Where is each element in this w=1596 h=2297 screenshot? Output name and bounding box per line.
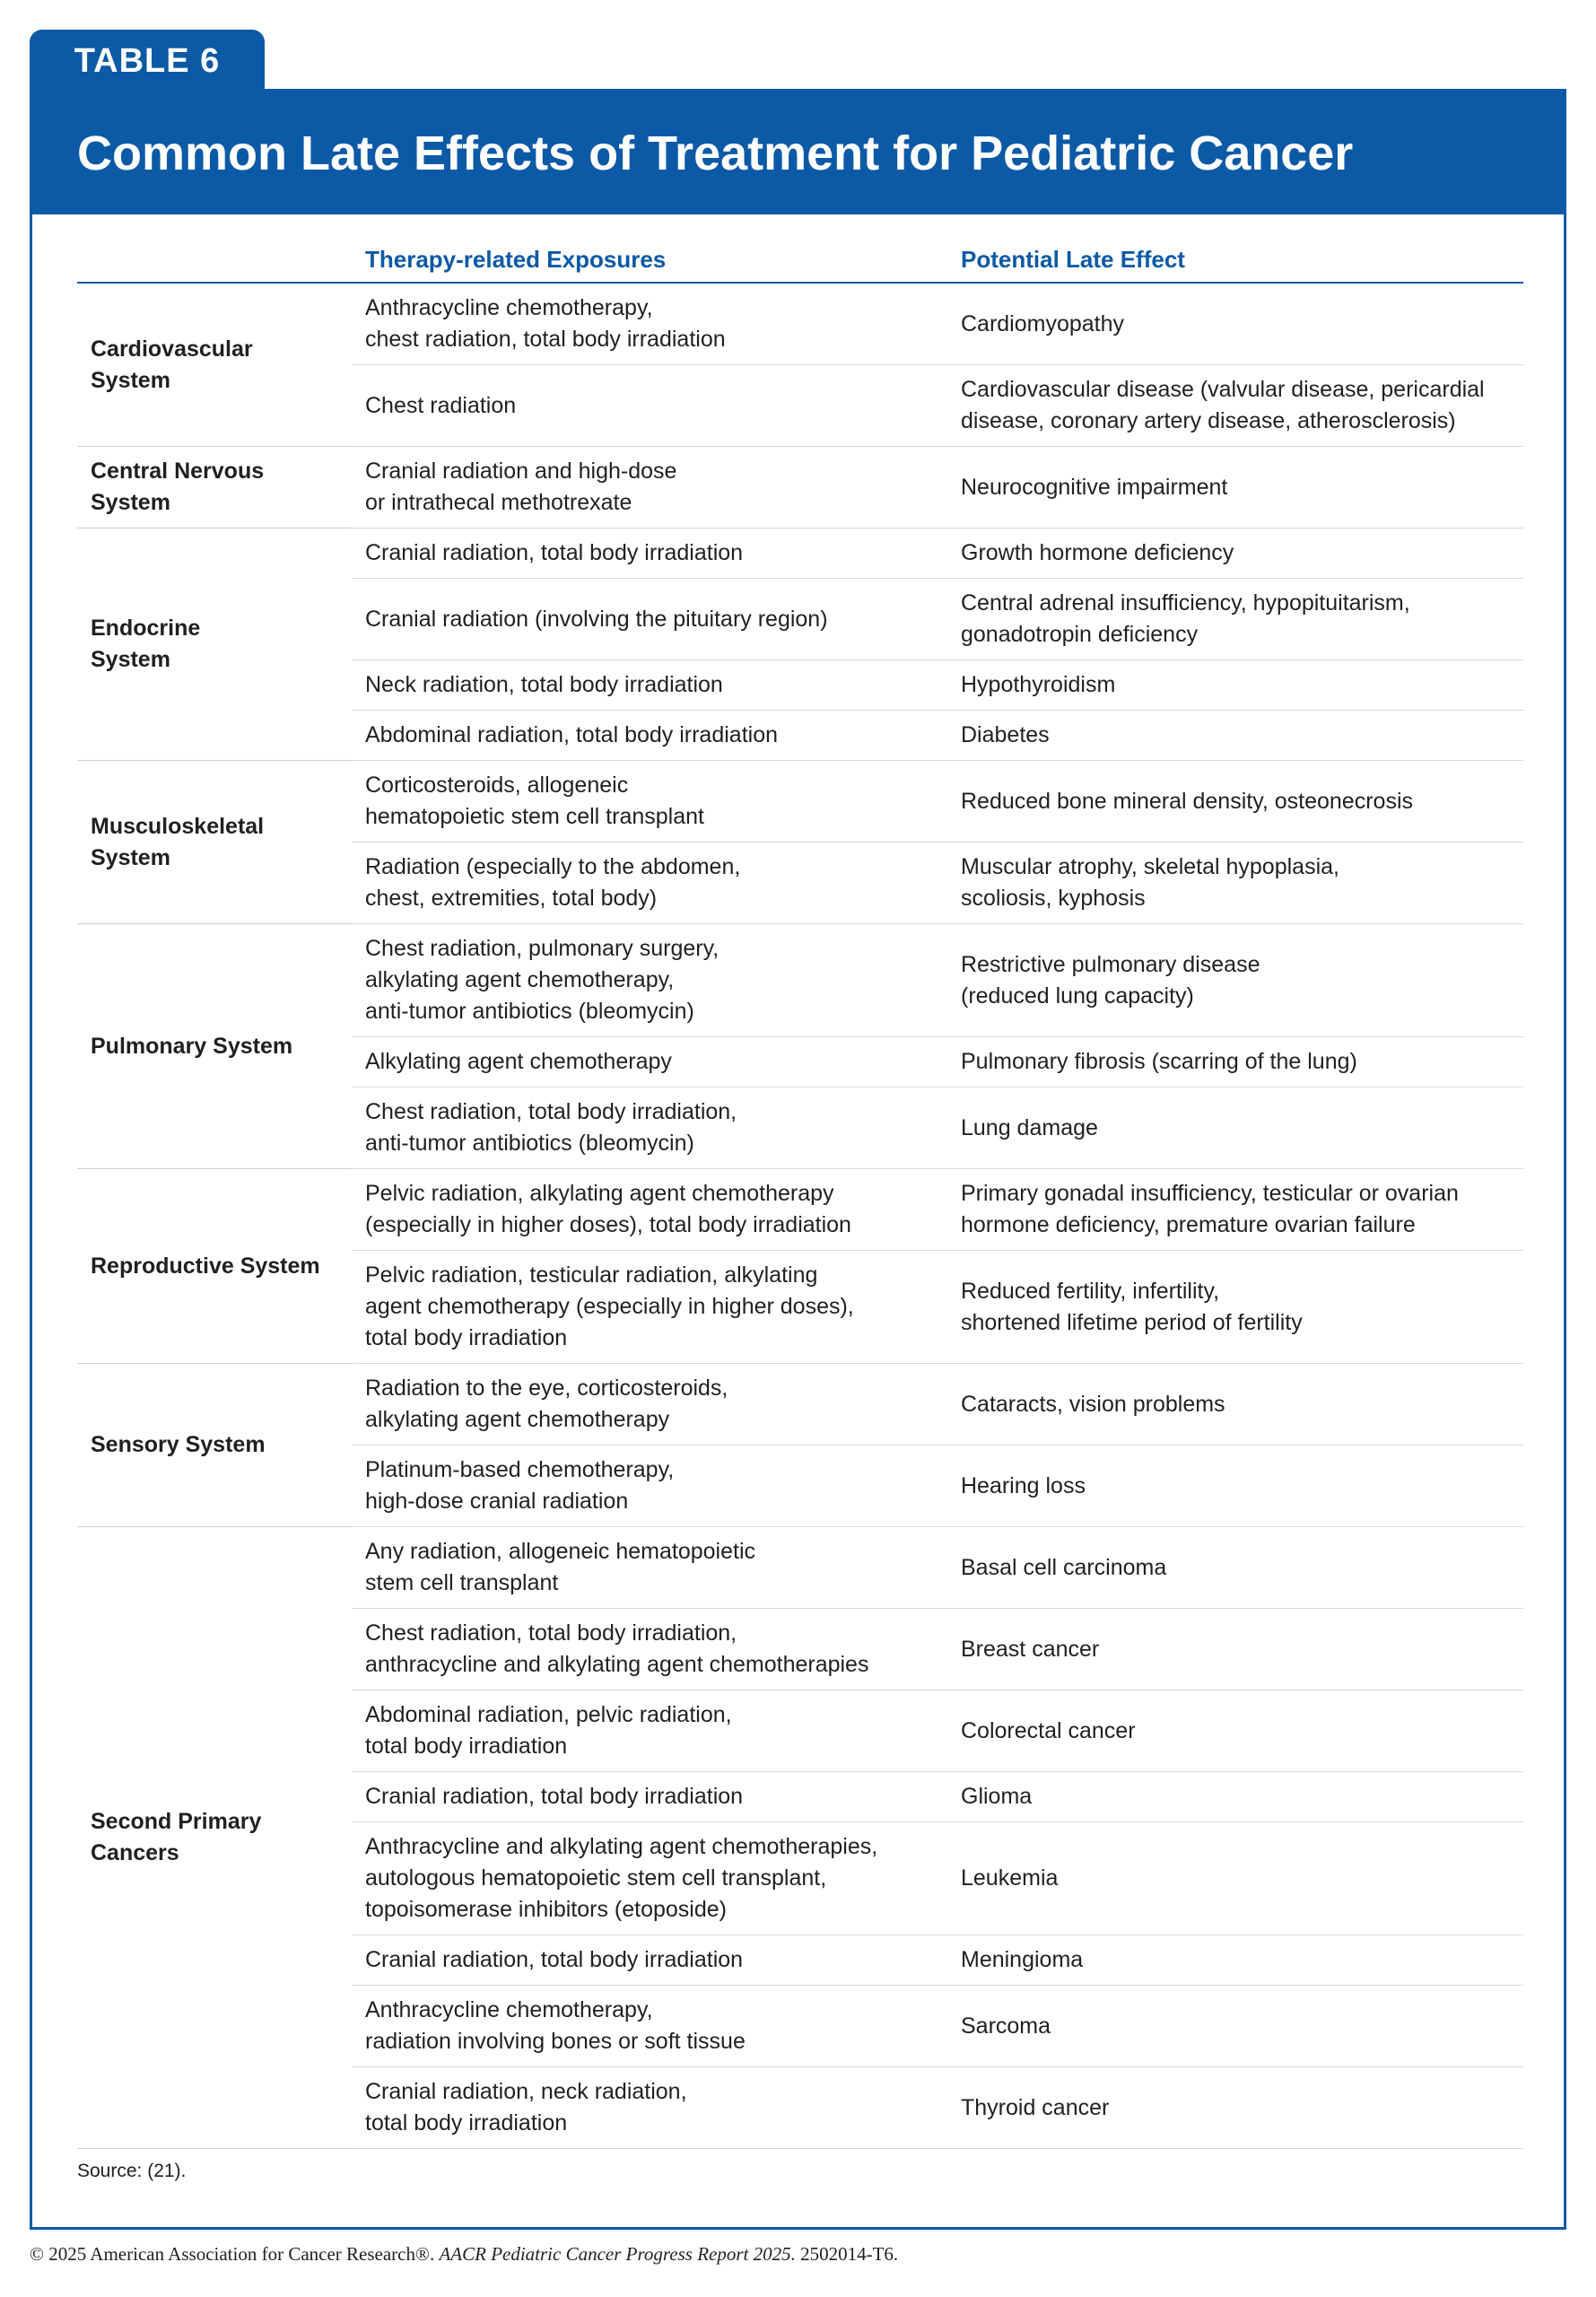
late-effect-cell: Pulmonary fibrosis (scarring of the lung) xyxy=(947,1037,1523,1087)
header-exposures: Therapy-related Exposures xyxy=(352,238,947,283)
late-effect-cell: Reduced fertility, infertility, shortened lifetime period of fertility xyxy=(947,1251,1523,1364)
therapy-exposure-cell: Anthracycline chemotherapy, radiation involving bones or soft tissue xyxy=(352,1986,947,2067)
therapy-exposure-cell: Cranial radiation, neck radiation, total body irradiation xyxy=(352,2067,947,2149)
late-effect-cell: Central adrenal insufficiency, hypopituitarism, gonadotropin deficiency xyxy=(947,579,1523,660)
copyright-footer xyxy=(30,2243,898,2266)
table-row xyxy=(77,924,1523,1037)
therapy-exposure-cell: Chest radiation, total body irradiation, anthracycline and alkylating agent chemotherapies xyxy=(352,1609,947,1690)
late-effect-cell: Lung damage xyxy=(947,1087,1523,1169)
late-effect-cell: Neurocognitive impairment xyxy=(947,447,1523,528)
therapy-exposure-cell: Cranial radiation, total body irradiation xyxy=(352,1935,947,1986)
table-number-tab: TABLE 6 xyxy=(30,30,265,92)
late-effect-cell: Hearing loss xyxy=(947,1445,1523,1527)
therapy-exposure-cell: Cranial radiation (involving the pituitary region) xyxy=(352,579,947,660)
therapy-exposure-cell: Alkylating agent chemotherapy xyxy=(352,1037,947,1087)
therapy-exposure-cell: Abdominal radiation, pelvic radiation, total body irradiation xyxy=(352,1690,947,1772)
late-effect-cell: Cardiovascular disease (valvular disease, pericardial disease, coronary artery disease, atherosclerosis) xyxy=(947,365,1523,447)
system-category: Sensory System xyxy=(77,1364,352,1527)
late-effect-cell: Breast cancer xyxy=(947,1609,1523,1690)
report-title: AACR Pediatric Cancer Progress Report 2025. xyxy=(439,2243,796,2265)
late-effect-cell: Colorectal cancer xyxy=(947,1690,1523,1772)
system-category: Second Primary Cancers xyxy=(77,1527,352,2149)
source-note: Source: (21). xyxy=(77,2161,187,2181)
therapy-exposure-cell: Neck radiation, total body irradiation xyxy=(352,660,947,711)
therapy-exposure-cell: Cranial radiation, total body irradiation xyxy=(352,528,947,579)
therapy-exposure-cell: Anthracycline chemotherapy, chest radiation, total body irradiation xyxy=(352,283,947,365)
system-category: Reproductive System xyxy=(77,1169,352,1364)
figure-code: 2502014-T6. xyxy=(800,2243,899,2265)
system-category: Endocrine System xyxy=(77,528,352,761)
late-effect-cell: Leukemia xyxy=(947,1822,1523,1935)
header-late-effect: Potential Late Effect xyxy=(947,238,1523,283)
table-title: Common Late Effects of Treatment for Pediatric Cancer xyxy=(32,92,1564,214)
header-row xyxy=(77,238,1523,283)
late-effect-cell: Muscular atrophy, skeletal hypoplasia, scoliosis, kyphosis xyxy=(947,843,1523,924)
table-row xyxy=(77,761,1523,843)
late-effect-cell: Meningioma xyxy=(947,1935,1523,1986)
late-effect-cell: Reduced bone mineral density, osteonecrosis xyxy=(947,761,1523,843)
therapy-exposure-cell: Pelvic radiation, alkylating agent chemotherapy (especially in higher doses), total body irradiation xyxy=(352,1169,947,1251)
system-category: Pulmonary System xyxy=(77,924,352,1169)
therapy-exposure-cell: Chest radiation, total body irradiation, anti-tumor antibiotics (bleomycin) xyxy=(352,1087,947,1169)
table-body xyxy=(77,283,1523,2149)
therapy-exposure-cell: Radiation to the eye, corticosteroids, alkylating agent chemotherapy xyxy=(352,1364,947,1445)
table-frame xyxy=(30,89,1566,2230)
late-effect-cell: Glioma xyxy=(947,1772,1523,1822)
late-effect-cell: Restrictive pulmonary disease (reduced lung capacity) xyxy=(947,924,1523,1037)
late-effect-cell: Cardiomyopathy xyxy=(947,283,1523,365)
copyright-text: © 2025 American Association for Cancer Research®. xyxy=(30,2243,435,2265)
late-effect-cell: Thyroid cancer xyxy=(947,2067,1523,2149)
table-row xyxy=(77,528,1523,579)
therapy-exposure-cell: Radiation (especially to the abdomen, chest, extremities, total body) xyxy=(352,843,947,924)
header-system xyxy=(77,238,352,283)
therapy-exposure-cell: Platinum-based chemotherapy, high-dose cranial radiation xyxy=(352,1445,947,1527)
therapy-exposure-cell: Anthracycline and alkylating agent chemotherapies, autologous hematopoietic stem cell transplant, topoisomerase inhibitors (etoposide) xyxy=(352,1822,947,1935)
late-effect-cell: Sarcoma xyxy=(947,1986,1523,2067)
therapy-exposure-cell: Chest radiation, pulmonary surgery, alkylating agent chemotherapy, anti-tumor antibiotics (bleomycin) xyxy=(352,924,947,1037)
table-row xyxy=(77,1527,1523,1609)
table-row xyxy=(77,1169,1523,1251)
system-category: Central Nervous System xyxy=(77,447,352,528)
therapy-exposure-cell: Abdominal radiation, total body irradiation xyxy=(352,711,947,761)
late-effect-cell: Diabetes xyxy=(947,711,1523,761)
table-row xyxy=(77,1364,1523,1445)
table-row xyxy=(77,283,1523,365)
late-effect-cell: Hypothyroidism xyxy=(947,660,1523,711)
late-effect-cell: Cataracts, vision problems xyxy=(947,1364,1523,1445)
late-effect-cell: Basal cell carcinoma xyxy=(947,1527,1523,1609)
late-effect-cell: Growth hormone deficiency xyxy=(947,528,1523,579)
late-effect-cell: Primary gonadal insufficiency, testicular or ovarian hormone deficiency, premature ovarian failure xyxy=(947,1169,1523,1251)
therapy-exposure-cell: Corticosteroids, allogeneic hematopoietic stem cell transplant xyxy=(352,761,947,843)
therapy-exposure-cell: Cranial radiation, total body irradiation xyxy=(352,1772,947,1822)
therapy-exposure-cell: Any radiation, allogeneic hematopoietic stem cell transplant xyxy=(352,1527,947,1609)
system-category: Cardiovascular System xyxy=(77,283,352,447)
therapy-exposure-cell: Cranial radiation and high-dose or intrathecal methotrexate xyxy=(352,447,947,528)
therapy-exposure-cell: Chest radiation xyxy=(352,365,947,447)
system-category: Musculoskeletal System xyxy=(77,761,352,924)
table-row xyxy=(77,447,1523,528)
therapy-exposure-cell: Pelvic radiation, testicular radiation, alkylating agent chemotherapy (especially in higher doses), total body irradiation xyxy=(352,1251,947,1364)
late-effects-table xyxy=(77,238,1523,2149)
